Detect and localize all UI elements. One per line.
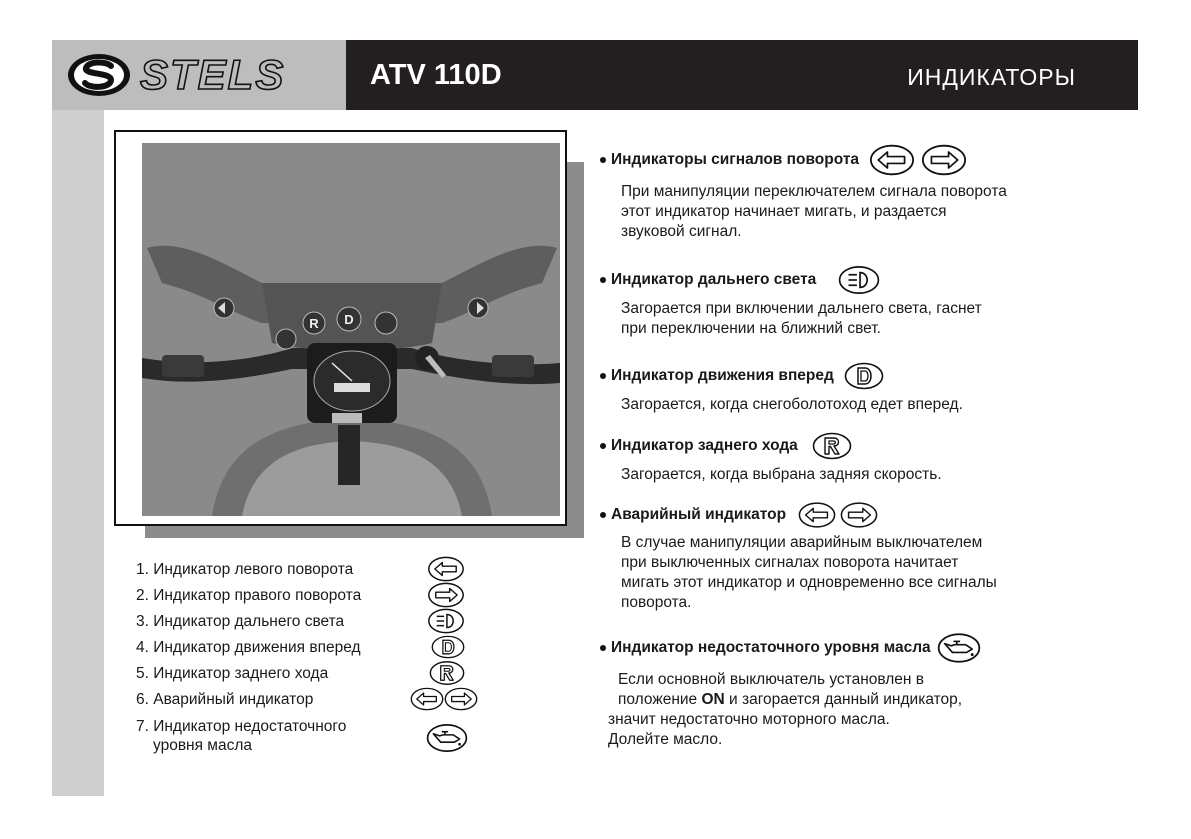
legend-item-reverse: 5. Индикатор заднего хода (136, 665, 329, 682)
section-title: ИНДИКАТОРЫ (907, 64, 1076, 90)
bullet (600, 645, 606, 651)
oil-line-3: значит недостаточно моторного масла. (608, 711, 890, 728)
turn-signal-line-3: звуковой сигнал. (621, 223, 742, 240)
hazard-line-3: мигать этот индикатор и одновременно все сигналы (621, 574, 997, 591)
hazard-title: Аварийный индикатор (611, 506, 787, 523)
reverse-line-1: Загорается, когда выбрана задняя скорость. (621, 466, 942, 483)
high-beam-icon (426, 608, 466, 634)
turn-signal-line-2: этот индикатор начинает мигать, и раздается (621, 203, 947, 220)
reverse-title: Индикатор заднего хода (611, 437, 798, 454)
reverse-r-icon (429, 660, 465, 686)
legend-item-oil-line2: уровня масла (153, 737, 253, 754)
brand-wordmark: STELS (140, 51, 286, 98)
high-beam-line-2: при переключении на ближний свет. (621, 320, 881, 337)
left-arrow-icon (426, 556, 466, 582)
legend-item-high-beam: 3. Индикатор дальнего света (136, 613, 345, 630)
reverse-title-icon (812, 431, 852, 461)
hazard-left-title-icon (798, 501, 836, 529)
on-position-label: ON (701, 691, 725, 708)
hazard-left-arrow-icon (410, 687, 444, 711)
turn-signal-section (600, 144, 1100, 242)
turn-right-arrow-icon (921, 144, 967, 176)
photo-letter-r: R (309, 316, 319, 331)
turn-left-arrow-icon (869, 144, 915, 176)
forward-title: Индикатор движения вперед (611, 367, 834, 384)
legend-item-hazard: 6. Аварийный индикатор (136, 691, 314, 708)
bullet (600, 512, 606, 518)
oil-line-2 (618, 690, 1100, 710)
bullet (600, 373, 606, 379)
high-beam-section (600, 265, 1100, 339)
hazard-line-2: при выключенных сигналах поворота начитает (621, 554, 959, 571)
hazard-right-arrow-icon (444, 687, 478, 711)
bullet (600, 157, 606, 163)
oil-title: Индикатор недостаточного уровня масла (611, 639, 931, 656)
turn-signal-line-1: При манипуляции переключателем сигнала поворота (621, 183, 1007, 200)
hazard-line-1: В случае манипуляции аварийным выключателем (621, 534, 983, 551)
forward-d-icon (431, 634, 465, 660)
oil-line-1: Если основной выключатель установлен в (618, 671, 925, 688)
legend-item-left-turn: 1. Индикатор левого поворота (136, 561, 354, 578)
legend-item-right-turn: 2. Индикатор правого поворота (136, 587, 362, 604)
oil-line-2-pre: положение (618, 691, 702, 708)
high-beam-title-icon (838, 265, 880, 295)
forward-section (600, 361, 1100, 415)
page-header (52, 40, 1138, 110)
oil-can-icon (426, 723, 468, 753)
high-beam-line-1: Загорается при включении дальнего света, гаснет (621, 300, 982, 317)
legend-item-forward: 4. Индикатор движения вперед (136, 639, 361, 656)
reverse-section (600, 431, 1100, 485)
right-arrow-icon (426, 582, 466, 608)
legend-item-oil: 7. Индикатор недостаточного (136, 718, 347, 735)
oil-section (600, 632, 1100, 750)
model-title: ATV 110D (370, 59, 502, 91)
oil-line-4: Долейте масло. (608, 731, 723, 748)
side-strip (52, 110, 104, 796)
forward-title-icon (844, 361, 884, 391)
oil-line-2-post: и загорается данный индикатор, (724, 691, 963, 708)
high-beam-title: Индикатор дальнего света (611, 271, 817, 288)
hazard-right-title-icon (840, 501, 878, 529)
hazard-section (600, 501, 1100, 613)
oil-title-icon (937, 632, 981, 664)
dashboard-photo (142, 143, 560, 516)
turn-signal-title: Индикаторы сигналов поворота (611, 151, 860, 168)
hazard-line-4: поворота. (621, 594, 692, 611)
forward-line-1: Загорается, когда снегоболотоход едет вперед. (621, 396, 963, 413)
bullet (600, 277, 606, 283)
brand-logo (52, 40, 346, 110)
stels-s-logo-icon (66, 52, 132, 98)
photo-letter-d: D (344, 312, 354, 327)
bullet (600, 443, 606, 449)
